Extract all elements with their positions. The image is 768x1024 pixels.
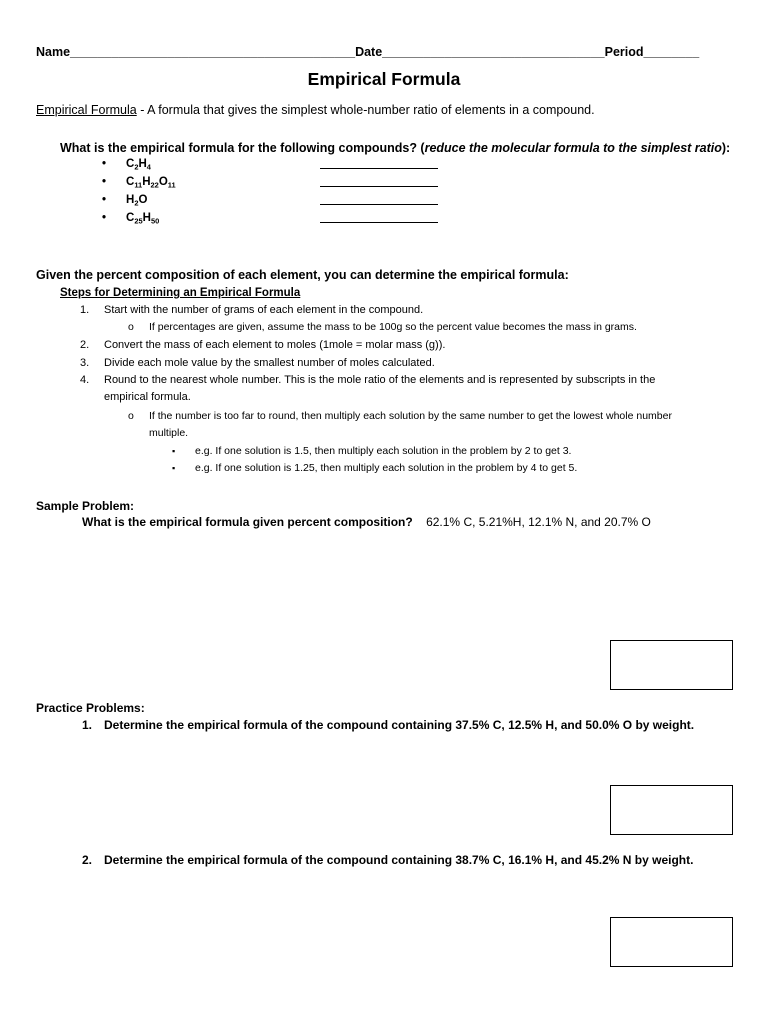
- step-3: [80, 355, 700, 372]
- step-number: 3.: [80, 357, 90, 369]
- step-4-sub: [128, 408, 698, 442]
- answer-blank[interactable]: [320, 186, 438, 187]
- circle-bullet-icon: o: [128, 321, 134, 333]
- period-label: Period: [604, 45, 644, 59]
- step-4-example-2: [172, 460, 577, 477]
- formula-subscript: 50: [150, 216, 160, 226]
- square-bullet-icon: ▪: [172, 463, 176, 473]
- problem-text: Determine the empirical formula of the compound containing 37.5% C, 12.5% H, and 50.0% O by weight.: [104, 718, 695, 732]
- compound-formula: [126, 158, 151, 170]
- compound-formula: [126, 194, 147, 206]
- date-field[interactable]: ________________________________: [382, 45, 605, 59]
- formula-subscript: 2: [134, 162, 139, 172]
- formula-element: O: [138, 194, 148, 206]
- sample-answer-box[interactable]: [610, 640, 733, 690]
- circle-bullet-icon: o: [128, 410, 134, 422]
- steps-title: Steps for Determining an Empirical Formula: [60, 287, 301, 299]
- sample-problem-question: [82, 515, 651, 529]
- formula-element: H: [138, 158, 147, 170]
- sample-question-text: What is the empirical formula given percent composition?: [82, 515, 413, 529]
- practice-problem-2: [82, 853, 693, 867]
- name-field[interactable]: _________________________________________: [70, 45, 356, 59]
- practice-problem-1: [82, 718, 694, 732]
- step-text: Start with the number of grams of each element in the compound.: [104, 304, 424, 316]
- answer-blank[interactable]: [320, 168, 438, 169]
- given-statement: Given the percent composition of each element, you can determine the empirical formula:: [36, 268, 569, 282]
- sample-problem-heading: Sample Problem:: [36, 499, 135, 513]
- step-4-example-1: [172, 443, 571, 460]
- step-sub-text: If percentages are given, assume the mass to be 100g so the percent value becomes the mass in grams.: [149, 321, 637, 333]
- bullet-icon: •: [102, 176, 107, 188]
- compound-formula: [126, 212, 159, 224]
- date-label: Date: [355, 45, 383, 59]
- step-text: Divide each mole value by the smallest number of moles calculated.: [104, 357, 435, 369]
- formula-subscript: 4: [146, 162, 151, 172]
- formula-element: C: [126, 158, 135, 170]
- step-text: Round to the nearest whole number. This is the mole ratio of the elements and is represented by subscripts in the empirical formula.: [104, 374, 656, 403]
- formula-element: H: [142, 212, 151, 224]
- page-title: Empirical Formula: [307, 69, 461, 89]
- question-1-text: What is the empirical formula for the following compounds? (: [60, 141, 425, 155]
- answer-blank[interactable]: [320, 204, 438, 205]
- step-number: 2.: [80, 339, 90, 351]
- problem-number: 2.: [82, 853, 93, 867]
- step-1: [80, 302, 700, 319]
- bullet-icon: •: [102, 158, 107, 170]
- example-text: e.g. If one solution is 1.5, then multiply each solution in the problem by 2 to get 3.: [195, 445, 572, 457]
- formula-element: C: [126, 176, 135, 188]
- definition: [36, 103, 595, 117]
- step-2: [80, 337, 700, 354]
- sample-values: 62.1% C, 5.21%H, 12.1% N, and 20.7% O: [426, 515, 651, 529]
- name-label: Name: [36, 45, 71, 59]
- formula-subscript: 11: [167, 180, 176, 190]
- answer-blank[interactable]: [320, 222, 438, 223]
- period-field[interactable]: ________: [643, 45, 700, 59]
- compound-formula: [126, 176, 176, 188]
- practice-problems-heading: Practice Problems:: [36, 701, 145, 715]
- problem-number: 1.: [82, 718, 93, 732]
- step-sub-text: If the number is too far to round, then multiply each solution by the same number to get the lowest whole number multiple.: [149, 410, 672, 439]
- square-bullet-icon: ▪: [172, 446, 176, 456]
- example-text: e.g. If one solution is 1.25, then multiply each solution in the problem by 4 to get 5.: [195, 462, 578, 474]
- step-1-sub: [128, 319, 698, 336]
- question-1-italic: reduce the molecular formula to the simplest ratio: [424, 141, 722, 155]
- formula-subscript: 11: [134, 180, 143, 190]
- definition-term: Empirical Formula: [36, 103, 137, 117]
- step-number: 1.: [80, 304, 90, 316]
- formula-element: H: [126, 194, 135, 206]
- definition-text: - A formula that gives the simplest whole-number ratio of elements in a compound.: [136, 103, 595, 117]
- formula-subscript: 22: [150, 180, 159, 190]
- formula-element: O: [158, 176, 168, 188]
- question-1-prompt: [60, 141, 730, 155]
- bullet-icon: •: [102, 212, 107, 224]
- problem-text: Determine the empirical formula of the compound containing 38.7% C, 16.1% H, and 45.2% N by weight.: [104, 853, 694, 867]
- step-4: [80, 372, 700, 406]
- formula-element: C: [126, 212, 135, 224]
- practice-2-answer-box[interactable]: [610, 917, 733, 967]
- formula-subscript: 2: [134, 198, 139, 208]
- question-1-end: ):: [721, 141, 731, 155]
- practice-1-answer-box[interactable]: [610, 785, 733, 835]
- step-text: Convert the mass of each element to moles (1mole = molar mass (g)).: [104, 339, 446, 351]
- formula-element: H: [142, 176, 151, 188]
- bullet-icon: •: [102, 194, 107, 206]
- formula-subscript: 25: [134, 216, 143, 226]
- header-fields: [36, 45, 699, 59]
- step-number: 4.: [80, 374, 90, 386]
